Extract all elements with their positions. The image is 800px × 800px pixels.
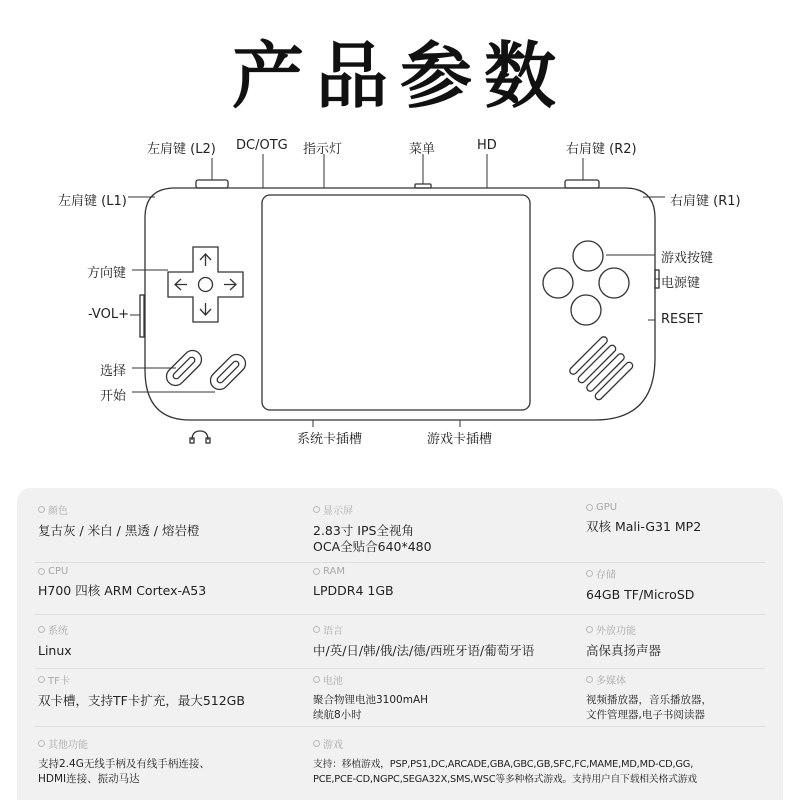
spec-value: Linux [38,643,72,658]
spec-storage [586,566,694,603]
spec-battery [313,672,428,723]
label-r2: 右肩键 (R2) [566,142,637,157]
spec-label: 系统 [48,626,68,637]
spec-os [38,622,72,659]
spec-label: RAM [323,566,346,577]
l2-button [196,180,228,188]
spec-other [38,736,210,787]
label-l1: 左肩键 (L1) [58,194,127,209]
spec-value: 双卡槽，支持TF卡扩充，最大512GB [38,693,245,708]
spec-value: 支持2.4G无线手柄及有线手柄连接、 HDMI连接、振动马达 [38,758,210,785]
label-reset: RESET [661,312,703,327]
face-button-top [573,241,603,271]
spec-label: 存储 [596,570,616,581]
dpad-left-icon [175,279,187,290]
row-divider [35,562,765,563]
face-button-right [599,268,629,298]
spec-multimedia [586,672,712,723]
row-divider [35,668,765,669]
spec-value: LPDDR4 1GB [313,583,394,598]
spec-label: 语言 [323,626,343,637]
spec-value: 2.83寸 IPS全视角 OCA全贴合640*480 [313,523,432,554]
device-diagram [0,120,800,460]
console-body [145,188,655,420]
spec-cpu [38,566,206,599]
label-menu: 菜单 [409,142,436,157]
label-game-slot: 游戏卡插槽 [427,432,493,447]
face-button-left [543,268,573,298]
page-title: 产品参数 [231,34,568,118]
spec-value: 聚合物锂电池3100mAH 续航8小时 [313,694,429,721]
spec-value: 支持：移植游戏，PSP,PS1,DC,ARCADE,GBA,GBC,GB,SFC,FC,MAME,MD,MD-CD,GG, PCE,PCE-CD,NGPC,SEGA32X,SMS,WSC等多种格式游戏。支持用户自下载相关格式游戏 [313,759,697,785]
spec-label: 电池 [323,676,343,687]
speaker-grille [568,335,634,401]
label-hd: HD [477,138,497,153]
label-vol: -VOL+ [88,307,129,322]
label-dpad: 方向键 [87,266,127,281]
spec-speaker [586,622,661,659]
spec-ram [313,566,394,599]
spec-value: 双核 Mali-G31 MP2 [586,519,702,534]
dpad-right-icon [224,279,236,290]
spec-value: 复古灰 / 米白 / 黑透 / 熔岩橙 [38,523,200,538]
volume-rocker [140,295,144,337]
spec-value: 中/英/日/韩/俄/法/德/西班牙语/葡萄牙语 [313,643,535,658]
spec-label: TF卡 [48,676,70,687]
screen [262,195,530,410]
dpad-down-icon [200,303,211,315]
label-select: 选择 [100,364,127,379]
spec-label: 游戏 [323,740,343,751]
label-dc-otg: DC/OTG [236,138,288,153]
spec-label: 颜色 [48,506,68,517]
label-start: 开始 [100,389,127,404]
spec-label: 其他功能 [48,740,88,751]
spec-value: 64GB TF/MicroSD [586,587,695,602]
label-game-buttons: 游戏按键 [661,251,714,266]
spec-label: GPU [596,502,618,513]
row-divider [35,614,765,615]
spec-games [313,736,773,787]
label-system-slot: 系统卡插槽 [297,432,363,447]
start-button [207,351,249,393]
spec-value: H700 四核 ARM Cortex-A53 [38,583,207,598]
row-divider [35,726,765,727]
spec-panel [17,488,783,800]
r2-button [565,180,599,188]
spec-gpu [586,502,701,535]
spec-color [38,502,199,539]
face-button-bottom [571,295,601,325]
spec-value: 视频播放器，音乐播放器， 文件管理器,电子书阅读器 [586,694,712,721]
label-r1: 右肩键 (R1) [670,194,741,209]
spec-language [313,622,534,659]
spec-label: CPU [48,566,69,577]
dpad-center [199,278,213,292]
spec-tf-card [38,672,245,709]
spec-display [313,502,432,555]
dpad-up-icon [200,254,211,266]
spec-label: 多媒体 [596,676,626,687]
spec-value: 高保真扬声器 [586,643,662,658]
spec-label: 显示屏 [323,506,353,517]
spec-label: 外放功能 [596,626,636,637]
label-l2: 左肩键 (L2) [147,142,216,157]
label-indicator: 指示灯 [303,142,343,157]
label-power: 电源键 [661,276,701,291]
